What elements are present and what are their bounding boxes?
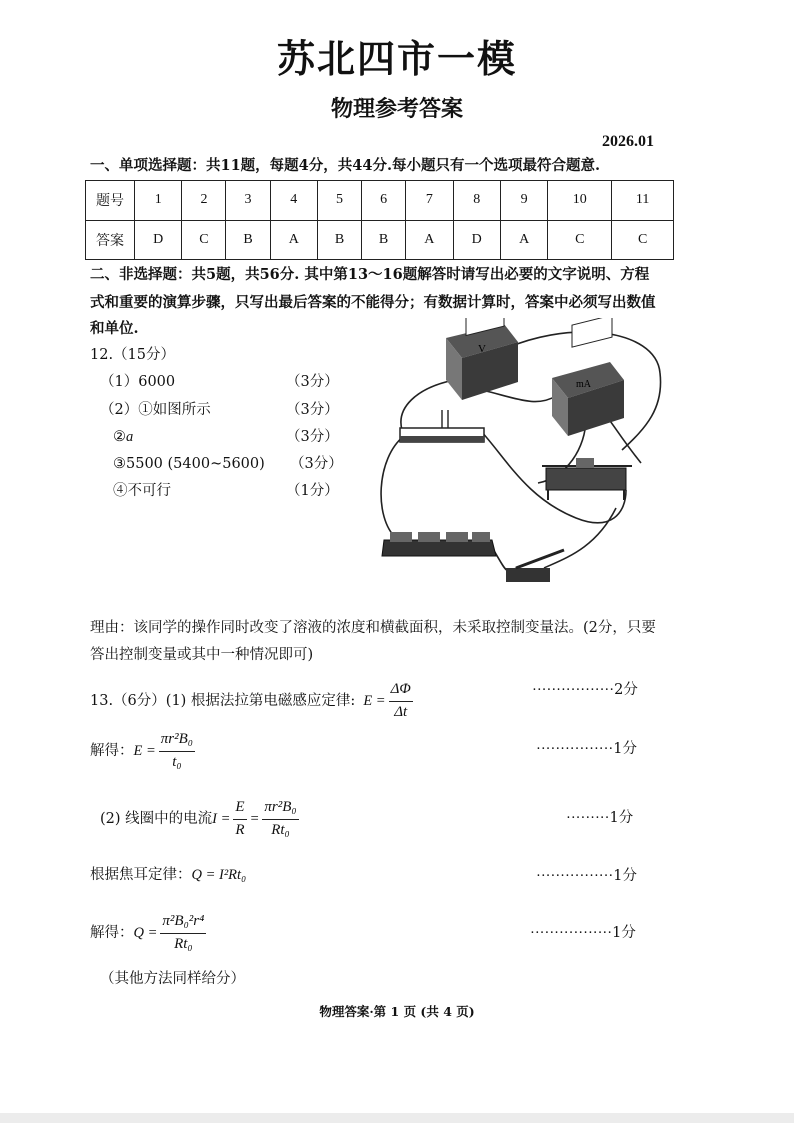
battery-cell	[472, 532, 490, 542]
fraction-denominator: Rt₀	[174, 935, 193, 952]
q12-score-5: （1分）	[286, 483, 339, 499]
fraction-numerator: E	[233, 798, 246, 820]
answer-cell: A	[406, 220, 453, 260]
fraction-numerator: ΔΦ	[389, 680, 413, 702]
q12-item-3	[113, 428, 133, 447]
dot-leader: ·················	[532, 682, 615, 698]
wire	[401, 380, 454, 430]
page-subtitle: 物理参考答案	[330, 96, 463, 122]
q12-title: 12.（15分）	[90, 347, 176, 363]
wire	[482, 390, 556, 402]
score-text: 1分	[613, 868, 637, 884]
question-number: 8	[453, 181, 500, 221]
q13-line5-lhs: Q =	[133, 924, 158, 941]
q12-score-2: （3分）	[286, 402, 339, 418]
section2-heading-line3: 和单位.	[90, 320, 139, 337]
q13-line3-score	[566, 809, 633, 828]
answer-cell: B	[317, 220, 361, 260]
electrolyte-trough	[400, 410, 484, 442]
q13-line4	[90, 866, 246, 885]
answer-cell: C	[612, 220, 674, 260]
q12-reason-line1: 理由：该同学的操作同时改变了溶液的浓度和横截面积，未采取控制变量法。(2分，只要	[90, 620, 656, 636]
q13-line1-lhs: E =	[363, 692, 386, 709]
q12-item-1: （1）6000	[100, 374, 176, 390]
fraction-numerator: πr²B₀	[262, 798, 298, 820]
q12-item-5: ④不可行	[113, 483, 171, 499]
answer-table	[85, 180, 674, 260]
q13-line4-text: 根据焦耳定律：	[90, 867, 192, 883]
q13-line3-text: (2) 线圈中的电流	[100, 810, 213, 827]
q13-line5-score	[530, 924, 636, 943]
answer-cell: D	[135, 220, 182, 260]
rheostat	[542, 458, 632, 500]
question-number: 7	[406, 181, 453, 221]
q12-item-2: （2）①如图所示	[100, 402, 211, 418]
table-row-answers	[86, 220, 674, 260]
q13-line2-score	[536, 740, 637, 759]
equals-sign: =	[249, 810, 260, 827]
answer-cell: A	[270, 220, 317, 260]
current-fraction-1	[233, 798, 246, 840]
answer-cell: B	[226, 220, 270, 260]
q12-item-4: ③5500 (5400~5600)	[113, 456, 265, 472]
current-fraction-2	[262, 798, 298, 840]
score-text: 1分	[613, 741, 637, 757]
row-label-answer: 答案	[86, 220, 135, 260]
answer-cell: C	[548, 220, 612, 260]
question-number: 2	[182, 181, 226, 221]
fraction-denominator: R	[235, 821, 245, 838]
q13-line1	[90, 680, 413, 722]
circuit-diagram	[376, 318, 686, 600]
q13-line3-lhs: I =	[212, 810, 231, 827]
question-number: 6	[362, 181, 406, 221]
ammeter-dial	[572, 318, 612, 347]
answer-cell: C	[182, 220, 226, 260]
question-number: 3	[226, 181, 270, 221]
q13-line4-score	[536, 867, 637, 886]
heat-fraction	[160, 912, 206, 954]
rheostat-slider	[576, 458, 594, 468]
battery-box	[382, 532, 496, 556]
joule-formula: Q = I²Rt₀	[191, 867, 247, 883]
battery-cell	[446, 532, 468, 542]
question-number: 9	[500, 181, 547, 221]
row-label-number: 题号	[86, 181, 135, 221]
page-footer: 物理答案·第 1 页 (共 4 页)	[319, 1004, 475, 1019]
battery-cell	[418, 532, 440, 542]
emf-fraction	[159, 730, 195, 772]
ammeter	[552, 318, 624, 436]
question-number: 4	[270, 181, 317, 221]
fraction-denominator: Rt₀	[271, 821, 290, 838]
answer-cell: A	[500, 220, 547, 260]
q12-item-3-var: a	[126, 429, 134, 445]
q13-line5	[90, 912, 206, 954]
trough-base	[400, 436, 484, 442]
score-text: 2分	[614, 682, 638, 698]
switch-lever	[516, 550, 564, 568]
table-row-numbers	[86, 181, 674, 221]
q13-line2	[90, 730, 195, 772]
battery-cell	[390, 532, 412, 542]
q13-line5-text: 解得：	[90, 924, 134, 941]
q13-line2-lhs: E =	[133, 742, 156, 759]
switch-base	[506, 568, 550, 582]
section2-heading-line1: 二、非选择题：共5题，共56分. 其中第13～16题解答时请写出必要的文字说明、方程	[90, 266, 650, 283]
q12-score-3: （3分）	[286, 429, 339, 445]
q13-line1-text: 13.（6分）(1) 根据法拉第电磁感应定律:	[90, 692, 356, 709]
question-number: 10	[548, 181, 612, 221]
switch	[506, 550, 564, 582]
q13-line1-score	[532, 681, 638, 700]
battery-body	[382, 540, 496, 556]
q12-score-1: （3分）	[286, 374, 339, 390]
voltmeter	[446, 318, 518, 400]
wire	[544, 508, 616, 568]
section2-heading-line2: 式和重要的演算步骤，只写出最后答案的不能得分；有数据计算时，答案中必须写出数值	[90, 294, 656, 311]
exam-date: 2026.01	[602, 133, 654, 150]
section1-heading: 一、单项选择题：共11题，每题4分，共44分.每小题只有一个选项最符合题意.	[90, 157, 601, 174]
fraction-denominator: Δt	[394, 703, 408, 720]
score-text: 1分	[609, 810, 634, 826]
dot-leader: ·················	[530, 925, 613, 941]
q13-line3	[100, 798, 299, 840]
dot-leader: ·········	[566, 810, 610, 826]
q13-note: （其他方法同样给分）	[100, 971, 245, 987]
answer-cell: D	[453, 220, 500, 260]
rheostat-coil	[546, 468, 626, 490]
score-text: 1分	[612, 925, 636, 941]
q12-score-4: （3分）	[290, 456, 343, 472]
page-title: 苏北四市一模	[276, 37, 517, 81]
dot-leader: ················	[536, 868, 614, 884]
wire	[381, 436, 404, 538]
bottom-bar	[0, 1113, 794, 1123]
q12-reason-line2: 答出控制变量或其中一种情况即可)	[90, 647, 314, 663]
fraction-numerator: πr²B₀	[159, 730, 195, 752]
question-number: 1	[135, 181, 182, 221]
dot-leader: ················	[536, 741, 614, 757]
q12-item-3-label: ②	[113, 429, 126, 445]
fraction-denominator: t₀	[172, 753, 182, 770]
voltmeter-label: V	[478, 343, 486, 355]
faraday-fraction	[389, 680, 413, 722]
question-number: 5	[317, 181, 361, 221]
answer-cell: B	[362, 220, 406, 260]
question-number: 11	[612, 181, 674, 221]
q13-line2-text: 解得：	[90, 742, 134, 759]
ammeter-label: mA	[576, 379, 591, 390]
fraction-numerator: π²B₀²r⁴	[160, 912, 206, 934]
